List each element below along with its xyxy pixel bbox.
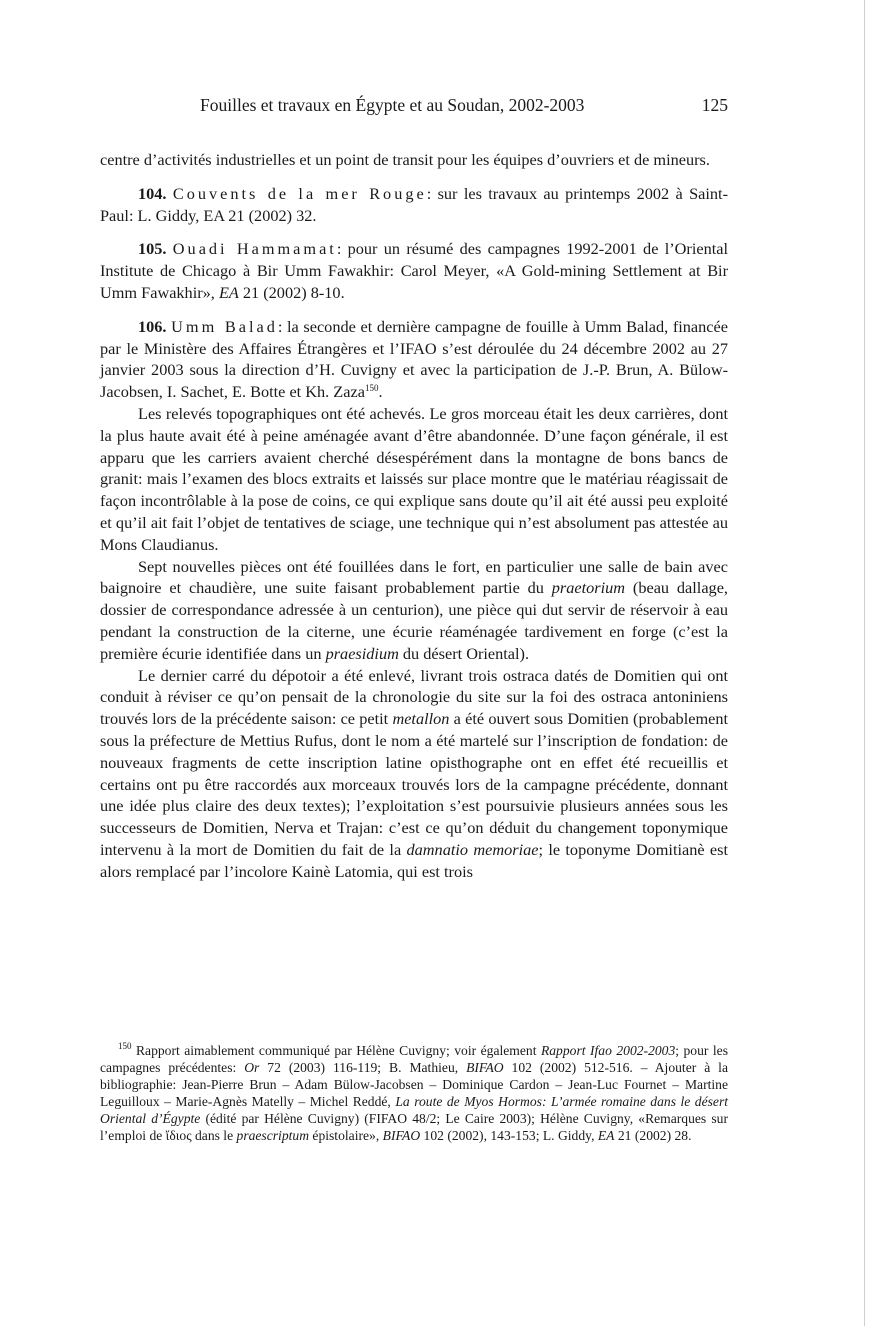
entry-number: 106. [138,316,167,336]
text-run: 72 (2003) 116-119; B. Mathieu, [259,1060,467,1076]
entry-106 [100,316,728,403]
site-name: Umm Balad [171,316,278,336]
entry-text: 21 (2002) 8-10. [238,282,345,302]
entry-text: : la seconde et dernière campagne de fouille à Umm Balad, financée par le Ministère des Affaires Étrangères et l’IFAO s’est déroulée du 24 décembre 2002 au 27 janvier 2003 sous la direction d’H. Cuvigny et avec la participation de J.-P. Brun, A. Bülow-Jacobsen, I. Sachet, E. Botte et Kh. Zaza [100,316,728,402]
scan-edge-line [864,0,865,1326]
text-run: a été ouvert sous Domitien (probablement sous la préfecture de Mettius Rufus, dont le nom a été martelé sur l’inscription de fondation: de nouveaux fragments de cette inscription latine opisthographe ont en effet été recueillis et certains ont pu être raccordés aux morceaux trouvés lors de la campagne précédente, donnant une idée plus claire des deux textes); l’exploitation s’est poursuivie plusieurs années sous les successeurs de Domitien, Nerva et Trajan: c’est ce qu’on déduit du changement toponymique intervenu à la mort de Domitien du fait de la [100,709,728,859]
running-header [100,95,728,121]
paragraph-continued: centre d’activités industrielles et un point de transit pour les équipes d’ouvriers et de mineurs. [100,150,710,169]
text-run: Le dernier carré du dépotoir a été enlevé, livrant trois ostraca datés de Domitien qui ont conduit à réviser ce qu’on pensait de la chronologie du site sur la foi des ostraca antoniniens trouvés lors de la précédente saison: ce petit [100,665,728,729]
italic-term: damnatio memoriae [406,839,539,859]
site-name: Couvents de la mer Rouge [172,183,427,203]
footnote-reference: 150 [364,383,379,394]
italic-title: BIFAO [466,1060,504,1076]
paragraph-fort [100,556,728,665]
page-number: 125 [701,95,728,115]
main-text [100,149,728,883]
footnote-150 [100,1042,728,1145]
italic-term: praetorium [551,578,626,598]
text-run: ; le toponyme Domitianè est alors remplacé par l’incolore Kainè Latomia, qui est trois [100,839,729,881]
entry-text: : sur les travaux au printemps 2002 à Saint-Paul: L. Giddy, EA 21 (2002) 32. [100,183,728,225]
text-run: (édité par Hélène Cuvigny) (FIFAO 48/2; Le Caire 2003); Hélène Cuvigny, «Remarques sur l’emploi de ἴδιος dans le [100,1111,728,1144]
running-title: Fouilles et travaux en Égypte et au Soudan, 2002-2003 [200,95,585,115]
entry-104 [100,183,728,227]
entry-text-end: . [378,382,383,402]
text-run: du désert Oriental). [398,643,530,663]
italic-title: Rapport Ifao 2002-2003 [540,1043,676,1058]
entry-text: : pour un résumé des campagnes 1992-2001 de l’Oriental Institute de Chicago à Bir Umm Fawakhir: Carol Meyer, «A Gold-mining Settlement at Bir Umm Fawakhir», [100,239,728,302]
italic-title: EA [597,1128,615,1144]
text-run: 21 (2002) 28. [614,1128,692,1144]
italic-term: metallon [392,709,450,729]
entry-number: 104. [138,183,167,203]
footnote-number: 150 [118,1041,132,1051]
paragraph-topography: Les relevés topographiques ont été achevés. Le gros morceau était les deux carrières, dont la plus haute avait été à peine aménagée avant d’être abandonnée. D’une façon générale, il est apparu que les carriers avaient cherché désespérément dans la montagne de bons bancs de granit: mais l’examen des blocs extraits et laissés sur place montre que le matériau réagissait de façon incontrôlable à la pose de coins, ce qui explique sans doute qu’il ait été aussi peu exploité et qu’il ait fait l’objet de tentatives de sciage, une technique qui n’est absolument pas attestée au Mons Claudianus. [100,403,728,554]
text-run: 102 (2002) 512-516. – Ajouter à la bibliographie: Jean-Pierre Brun – Adam Bülow-Jacobsen – Dominique Cardon – Jean-Luc Fournet – Martine Leguilloux – Marie-Agnès Matelly – Michel Reddé, [100,1060,728,1110]
text-run: épistolaire», [309,1128,383,1144]
italic-title: BIFAO [382,1128,421,1144]
italic-title: praescriptum [236,1128,310,1144]
text-run: Sept nouvelles pièces ont été fouillées dans le fort, en particulier une salle de bain avec baignoire et chaudière, une suite faisant probablement partie du [100,556,728,598]
text-run: ; pour les campagnes précédentes: [100,1043,729,1076]
journal-title: EA [218,282,239,302]
text-run: Rapport aimablement communiqué par Hélène Cuvigny; voir également [131,1043,541,1058]
footnote-area [100,1042,728,1145]
text-run: 102 (2002), 143-153; L. Giddy, [420,1128,598,1144]
italic-term: praesidium [325,643,399,663]
entry-number: 105. [138,239,167,259]
paragraph-dump [100,665,728,883]
italic-title: Or [244,1060,260,1076]
italic-title: La route de Myos Hormos: L’armée romaine dans le désert Oriental d’Égypte [100,1094,729,1127]
entry-105 [100,238,728,303]
site-name: Ouadi Hammamat [172,239,337,259]
text-run: (beau dallage, dossier de correspondance adressée à un centurion), une pièce qui dut servir de réservoir à eau pendant la construction de la citerne, une écurie réaménagée tardivement en forge (c’est la première écurie identifiée dans un [100,578,728,663]
